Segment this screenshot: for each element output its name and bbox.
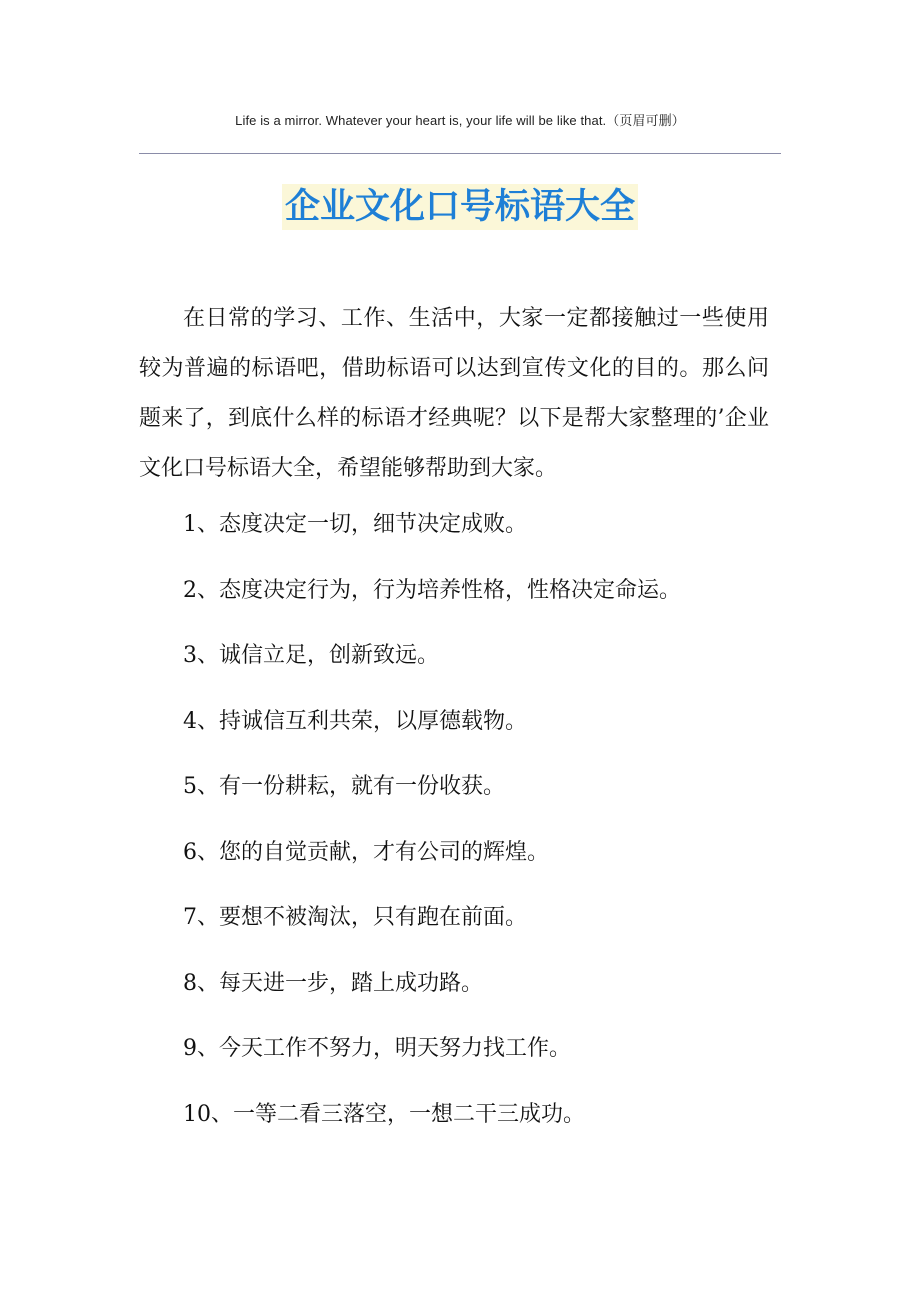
slogan-item-8: 8、每天进一步，踏上成功路。	[183, 970, 483, 996]
slogan-item-1: 1、态度决定一切，细节决定成败。	[183, 512, 527, 537]
slogan-list	[139, 500, 781, 1155]
slogan-item-6: 6、您的自觉贡献，才有公司的辉煌。	[183, 839, 549, 865]
title-container	[0, 184, 920, 230]
slogan-item-7: 7、要想不被淘汰，只有跑在前面。	[183, 905, 527, 930]
document-title: 企业文化口号标语大全	[282, 184, 638, 230]
slogan-item-10: 10、一等二看三落空，一想二干三成功。	[183, 1101, 585, 1127]
slogan-item-4: 4、持诚信互利共荣，以厚德载物。	[183, 708, 527, 734]
intro-paragraph: 在日常的学习、工作、生活中，大家一定都接触过一些使用较为普遍的标语吧，借助标语可以达到宣传文化的目的。那么问题来了，到底什么样的标语才经典呢？以下是帮大家整理的’企业文化口号标语大全，希望能够帮助到大家。	[139, 306, 769, 481]
header-divider	[139, 153, 781, 154]
slogan-item-5: 5、有一份耕耘，就有一份收获。	[183, 774, 505, 799]
page-header: Life is a mirror. Whatever your heart is, your life will be like that.（页眉可删）	[235, 113, 685, 128]
slogan-item-2: 2、态度决定行为，行为培养性格，性格决定命运。	[183, 577, 681, 603]
slogan-item-3: 3、诚信立足，创新致远。	[183, 643, 439, 668]
slogan-item-9: 9、今天工作不努力，明天努力找工作。	[183, 1036, 571, 1061]
